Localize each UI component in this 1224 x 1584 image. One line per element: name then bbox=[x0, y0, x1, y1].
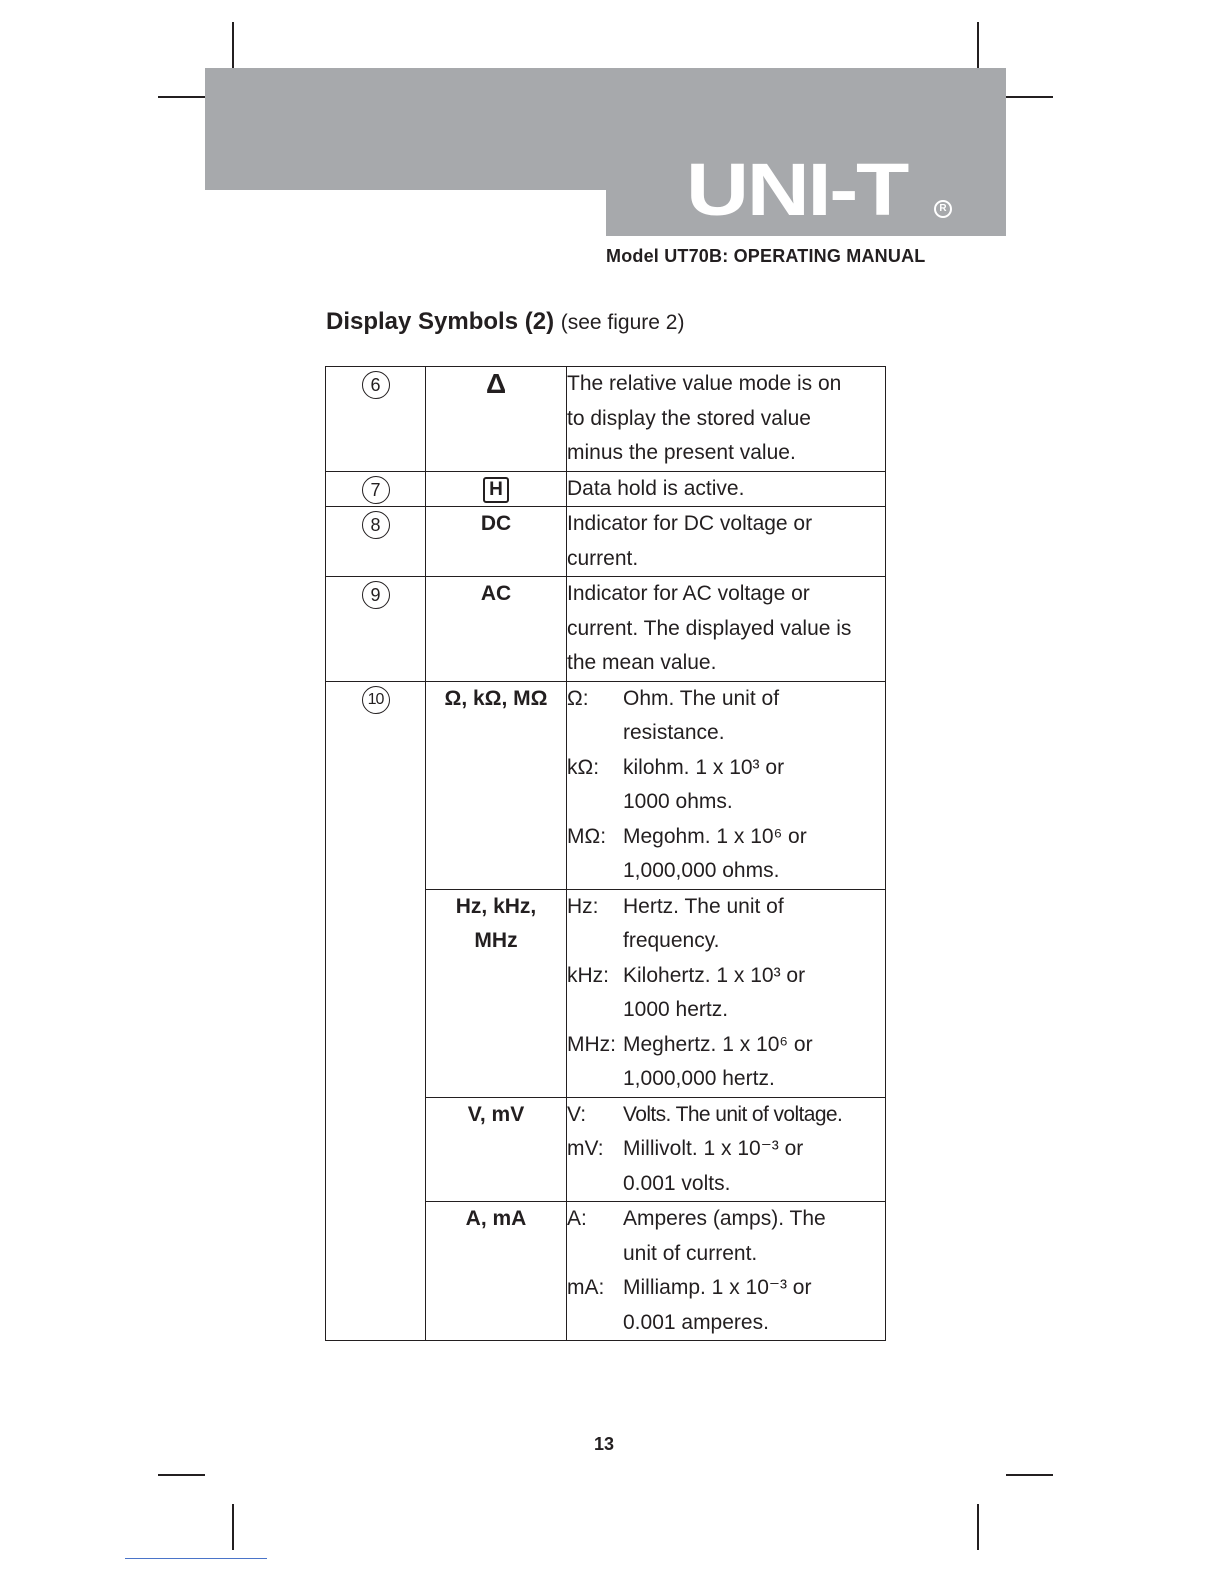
definition bbox=[567, 1202, 885, 1271]
unit-abbr: MHz: bbox=[567, 1032, 616, 1056]
unit-abbr: mV: bbox=[567, 1137, 604, 1160]
description-line: minus the present value. bbox=[567, 441, 796, 464]
crop-mark bbox=[232, 22, 234, 68]
display-symbols-table bbox=[325, 366, 886, 1341]
page-number: 13 bbox=[594, 1434, 615, 1454]
definition-line: Amperes (amps). The bbox=[623, 1207, 826, 1230]
definition-line: Millivolt. 1 x 10⁻³ or bbox=[623, 1137, 804, 1160]
description-line: current. bbox=[567, 546, 639, 570]
definition-line: Hertz. The unit of bbox=[623, 894, 784, 918]
crop-mark bbox=[158, 96, 205, 98]
definition bbox=[567, 959, 885, 1028]
crop-mark bbox=[977, 22, 979, 68]
row-number: 8 bbox=[362, 511, 390, 539]
symbol-label: Ω, kΩ, MΩ bbox=[426, 681, 567, 889]
definition bbox=[567, 890, 885, 959]
section-heading bbox=[326, 308, 684, 336]
definition-line: 1,000,000 ohms. bbox=[623, 859, 780, 882]
definition-line: 0.001 amperes. bbox=[623, 1310, 769, 1334]
definition-line: kilohm. 1 x 10³ or bbox=[623, 755, 785, 779]
symbol-label: MHz bbox=[474, 929, 518, 952]
definition-line: Volts. The unit of voltage. bbox=[623, 1102, 843, 1126]
description-line: Indicator for AC voltage or bbox=[567, 582, 810, 605]
definition-line: 1000 hertz. bbox=[623, 998, 729, 1021]
crop-mark bbox=[977, 1504, 979, 1550]
relative-delta-icon: Δ bbox=[485, 368, 507, 399]
table-row bbox=[326, 507, 886, 577]
unit-abbr: V: bbox=[567, 1102, 587, 1126]
definition bbox=[567, 1271, 885, 1340]
row-number: 10 bbox=[362, 686, 390, 714]
definition bbox=[567, 1028, 885, 1097]
definition-line: 1000 ohms. bbox=[623, 790, 733, 813]
table-row bbox=[326, 367, 886, 472]
symbol-label: Hz, kHz, bbox=[455, 894, 537, 918]
definition-line: Ohm. The unit of bbox=[623, 686, 780, 710]
description-line: Data hold is active. bbox=[567, 476, 745, 500]
table-row bbox=[326, 577, 886, 682]
table-row bbox=[326, 681, 886, 889]
definition-line: Kilohertz. 1 x 10³ or bbox=[623, 963, 806, 987]
definition bbox=[567, 1132, 885, 1201]
definition-line: 1,000,000 hertz. bbox=[623, 1067, 775, 1090]
table-row bbox=[326, 471, 886, 507]
description-line: Indicator for DC voltage or bbox=[567, 512, 813, 535]
definition bbox=[567, 751, 885, 820]
definition bbox=[567, 820, 885, 889]
unit-abbr: kΩ: bbox=[567, 755, 600, 779]
definition-line: Milliamp. 1 x 10⁻³ or bbox=[623, 1276, 812, 1299]
row-number: 7 bbox=[362, 476, 390, 504]
figure-reference: (see figure 2) bbox=[560, 311, 685, 334]
logo-text: UNI-T bbox=[686, 148, 908, 231]
unit-abbr: mA: bbox=[567, 1276, 605, 1299]
registered-mark-icon: R bbox=[934, 200, 952, 218]
crop-mark bbox=[232, 1504, 234, 1550]
description-line: the mean value. bbox=[567, 651, 717, 674]
unit-abbr: Hz: bbox=[567, 894, 599, 918]
definition-line: Megohm. 1 x 10⁶ or bbox=[623, 824, 807, 848]
definition bbox=[567, 1098, 885, 1133]
symbol-label: AC bbox=[426, 577, 567, 682]
unit-abbr: A: bbox=[567, 1207, 587, 1230]
description-line: The relative value mode is on bbox=[567, 372, 842, 395]
crop-mark bbox=[158, 1474, 205, 1476]
symbol-label: V, mV bbox=[426, 1097, 567, 1202]
unit-abbr: MΩ: bbox=[567, 824, 607, 848]
definition-line: resistance. bbox=[623, 721, 725, 744]
definition-line: Meghertz. 1 x 10⁶ or bbox=[623, 1032, 813, 1056]
unit-abbr: Ω: bbox=[567, 686, 589, 710]
row-number: 6 bbox=[362, 371, 390, 399]
crop-mark bbox=[1006, 1474, 1053, 1476]
unit-abbr: kHz: bbox=[567, 963, 609, 987]
definition-line: frequency. bbox=[623, 929, 720, 952]
section-title: Display Symbols (2) bbox=[326, 308, 555, 335]
crop-mark bbox=[1006, 96, 1053, 98]
brand-logo bbox=[686, 148, 947, 231]
description-line: current. The displayed value is bbox=[567, 616, 852, 640]
symbol-label: DC bbox=[426, 507, 567, 577]
row-number: 9 bbox=[362, 581, 390, 609]
manual-title: Model UT70B: OPERATING MANUAL bbox=[606, 246, 926, 266]
symbol-label: A, mA bbox=[426, 1202, 567, 1341]
definition-line: 0.001 volts. bbox=[623, 1171, 731, 1195]
definition bbox=[567, 682, 885, 751]
data-hold-icon: H bbox=[483, 477, 509, 503]
definition-line: unit of current. bbox=[623, 1241, 758, 1265]
description-line: to display the stored value bbox=[567, 406, 811, 430]
link-underline bbox=[125, 1558, 267, 1559]
